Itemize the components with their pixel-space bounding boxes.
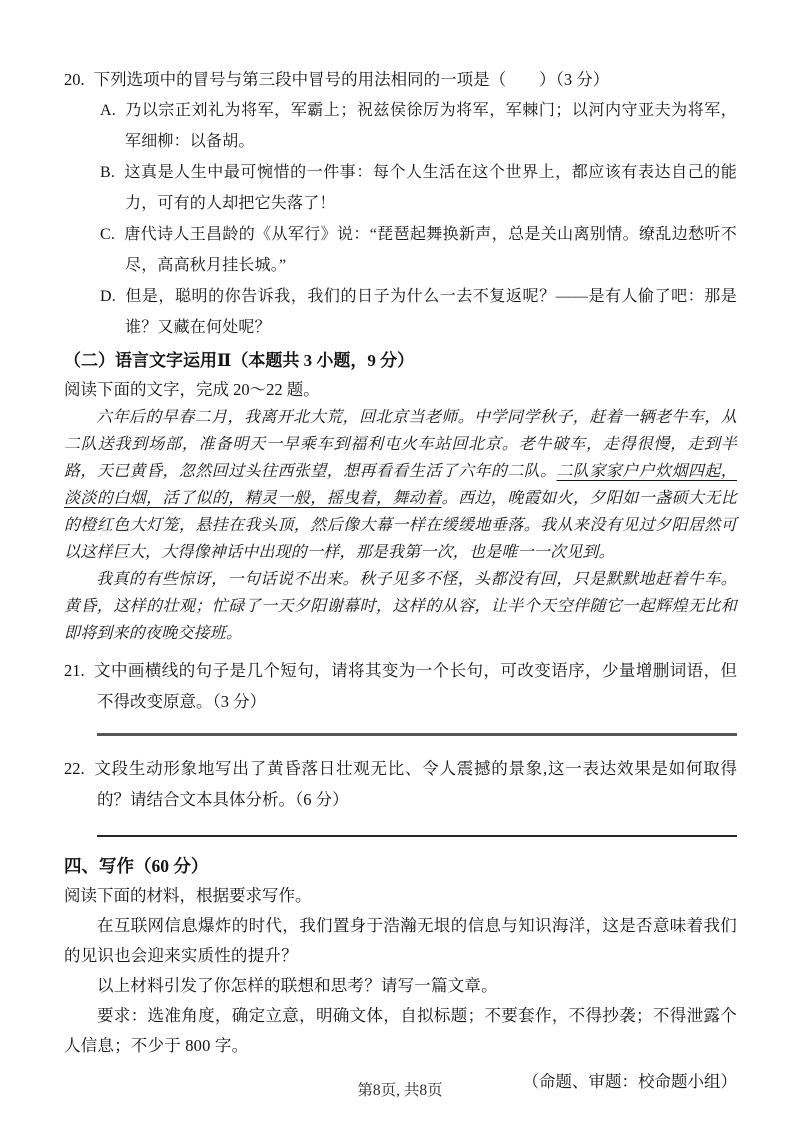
answer-divider-line-1 xyxy=(97,733,737,736)
passage-paragraph-2: 我真的有些惊讶，一句话说不出来。秋子见多不怪，头都没有回，只是默默地赶着牛车。黄昏，这样的壮观；忙碌了一天夕阳谢幕时，这样的从容，让半个天空伴随它一起辉煌无比和即将到来的夜晚交接班。 xyxy=(64,571,737,642)
writing-requirements: 要求：选准角度，确定立意，明确文体，自拟标题；不要套作，不得抄袭；不得泄露个人信息；不少于 800 字。 xyxy=(64,1006,737,1055)
option-c-text: 唐代诗人王昌龄的《从军行》说：“琵琶起舞换新声，总是关山离别情。缭乱边愁听不尽，高高秋月挂长城。” xyxy=(124,226,737,274)
option-d-text: 但是，聪明的你告诉我，我们的日子为什么一去不复返呢？——是有人偷了吧：那是谁？又藏在何处呢？ xyxy=(124,288,737,336)
question-22 xyxy=(64,753,737,815)
passage-p1-before: 六年后的早春二月，我离开北大荒，回北京当老师。中学同学秋子，赶着一辆老牛车，从二队送我到场部，准备明天一早乘车到福利屯火车站回北京。老牛破车，走得很慢，走到半路，天已黄昏，忽然回过头往西张望，想再看看生活了六年的二队。 xyxy=(64,409,737,480)
question-20-option-b xyxy=(64,157,737,219)
question-21-number: 21. xyxy=(64,661,85,680)
option-b-label: B. xyxy=(100,164,116,181)
option-a-label: A. xyxy=(100,102,116,119)
option-b-text: 这真是人生中最可惋惜的一件事：每个人生活在这个世界上，都应该有表达自己的能力，可有的人却把它失落了！ xyxy=(124,164,737,212)
writing-prompt: 以上材料引发了你怎样的联想和思考？请写一篇文章。 xyxy=(97,976,498,995)
question-20 xyxy=(64,64,737,95)
question-22-text: 文段生动形象地写出了黄昏落日壮观无比、令人震撼的景象,这一表达效果是如何取得的？请结合文本具体分析。（6 分） xyxy=(93,759,737,809)
question-20-option-d xyxy=(64,281,737,343)
question-22-number: 22. xyxy=(64,759,85,778)
option-d-label: D. xyxy=(100,288,116,305)
option-c-label: C. xyxy=(100,226,116,243)
question-20-text: 下列选项中的冒号与第三段中冒号的用法相同的一项是（ ）（3 分） xyxy=(93,70,610,89)
attribution-line: （命题、审题：校命题小组） xyxy=(522,1072,737,1091)
question-21 xyxy=(64,655,737,717)
question-20-option-a xyxy=(64,95,737,157)
reading-passage xyxy=(64,404,737,647)
underlined-sentence: 二队家家户户炊烟四起，淡淡的白烟，活了似的，精灵一般，摇曳着，舞动着 xyxy=(64,463,737,507)
writing-material: 在互联网信息爆炸的时代，我们置身于浩瀚无垠的信息与知识海洋，这是否意味着我们的见识也会迎来实质性的提升？ xyxy=(64,916,737,965)
question-20-number: 20. xyxy=(64,70,85,89)
section-4-heading: 四、写作（60 分） xyxy=(64,856,209,876)
question-21-text: 文中画横线的句子是几个短句，请将其变为一个长句，可改变语序，少量增删词语，但不得改变原意。（3 分） xyxy=(93,661,737,711)
passage-paragraph-1 xyxy=(64,404,737,566)
answer-divider-line-2 xyxy=(97,835,737,837)
question-20-option-c xyxy=(64,219,737,281)
section-2-intro: 阅读下面的文字，完成 20～22 题。 xyxy=(64,380,320,399)
passage-p1-after: 。西边，晚霞如火，夕阳如一盏硕大无比的橙红色大灯笼，悬挂在我头顶，然后像大幕一样在缓缓地垂落。我从来没有见过夕阳居然可以这样巨大，大得像神话中出现的一样，那是我第一次，也是唯一一次见到。 xyxy=(64,490,737,561)
option-a-text: 乃以宗正刘礼为将军，军霸上；祝兹侯徐厉为将军，军棘门；以河内守亚夫为将军，军细柳：以备胡。 xyxy=(124,102,737,150)
section-4-intro: 阅读下面的材料，根据要求写作。 xyxy=(64,886,312,905)
section-2-heading: （二）语言文字运用Ⅱ（本题共 3 小题，9 分） xyxy=(64,351,415,370)
page-number-footer: 第8页, 共8页 xyxy=(357,1082,443,1099)
